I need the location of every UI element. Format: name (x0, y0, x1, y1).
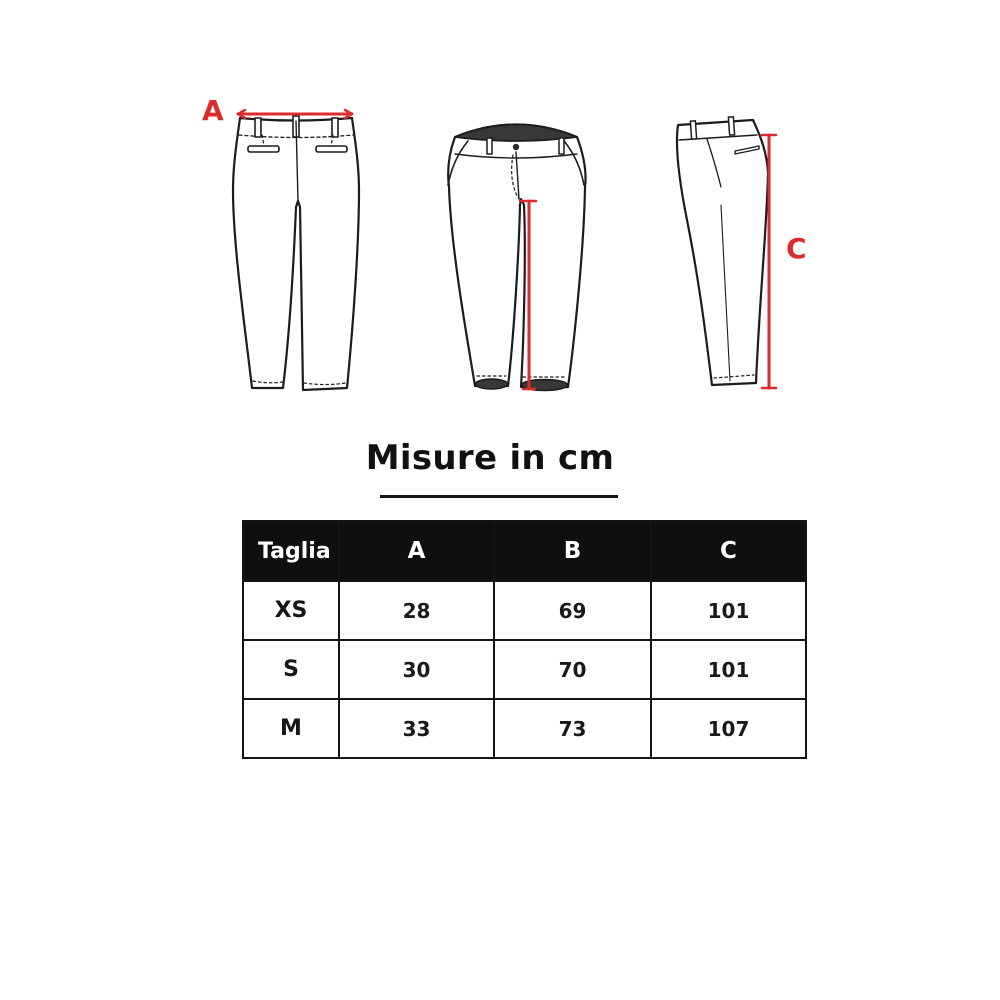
measure-label-c: C (786, 232, 808, 265)
header-a: A (339, 521, 494, 581)
s-a: 30 (339, 640, 494, 699)
size-s: S (243, 640, 339, 699)
header-b: B (494, 521, 651, 581)
size-m: M (243, 699, 339, 758)
pants-side-view-drawing (655, 95, 808, 405)
size-table-header-row (243, 521, 806, 581)
s-b: 70 (494, 640, 651, 699)
table-row-m (243, 699, 806, 758)
header-taglia: Taglia (243, 521, 339, 581)
header-c: C (651, 521, 806, 581)
pants-side-silhouette (677, 120, 768, 385)
xs-c: 101 (651, 581, 806, 640)
pants-side-view-icon (655, 95, 808, 405)
xs-a: 28 (339, 581, 494, 640)
size-xs: XS (243, 581, 339, 640)
m-c: 107 (651, 699, 806, 758)
title-underline (380, 495, 618, 498)
page-title: Misure in cm (365, 438, 615, 478)
xs-b: 69 (494, 581, 651, 640)
m-a: 33 (339, 699, 494, 758)
table-row-xs (243, 581, 806, 640)
size-table (242, 520, 807, 759)
pants-front-view-drawing (435, 95, 605, 405)
pants-back-silhouette (233, 118, 359, 390)
pants-back-view-icon (195, 85, 370, 405)
table-row-s (243, 640, 806, 699)
pants-front-view-icon (435, 95, 605, 405)
s-c: 101 (651, 640, 806, 699)
button (513, 144, 519, 150)
m-b: 73 (494, 699, 651, 758)
pants-back-view-drawing (195, 85, 370, 405)
measure-label-a: A (202, 94, 225, 127)
